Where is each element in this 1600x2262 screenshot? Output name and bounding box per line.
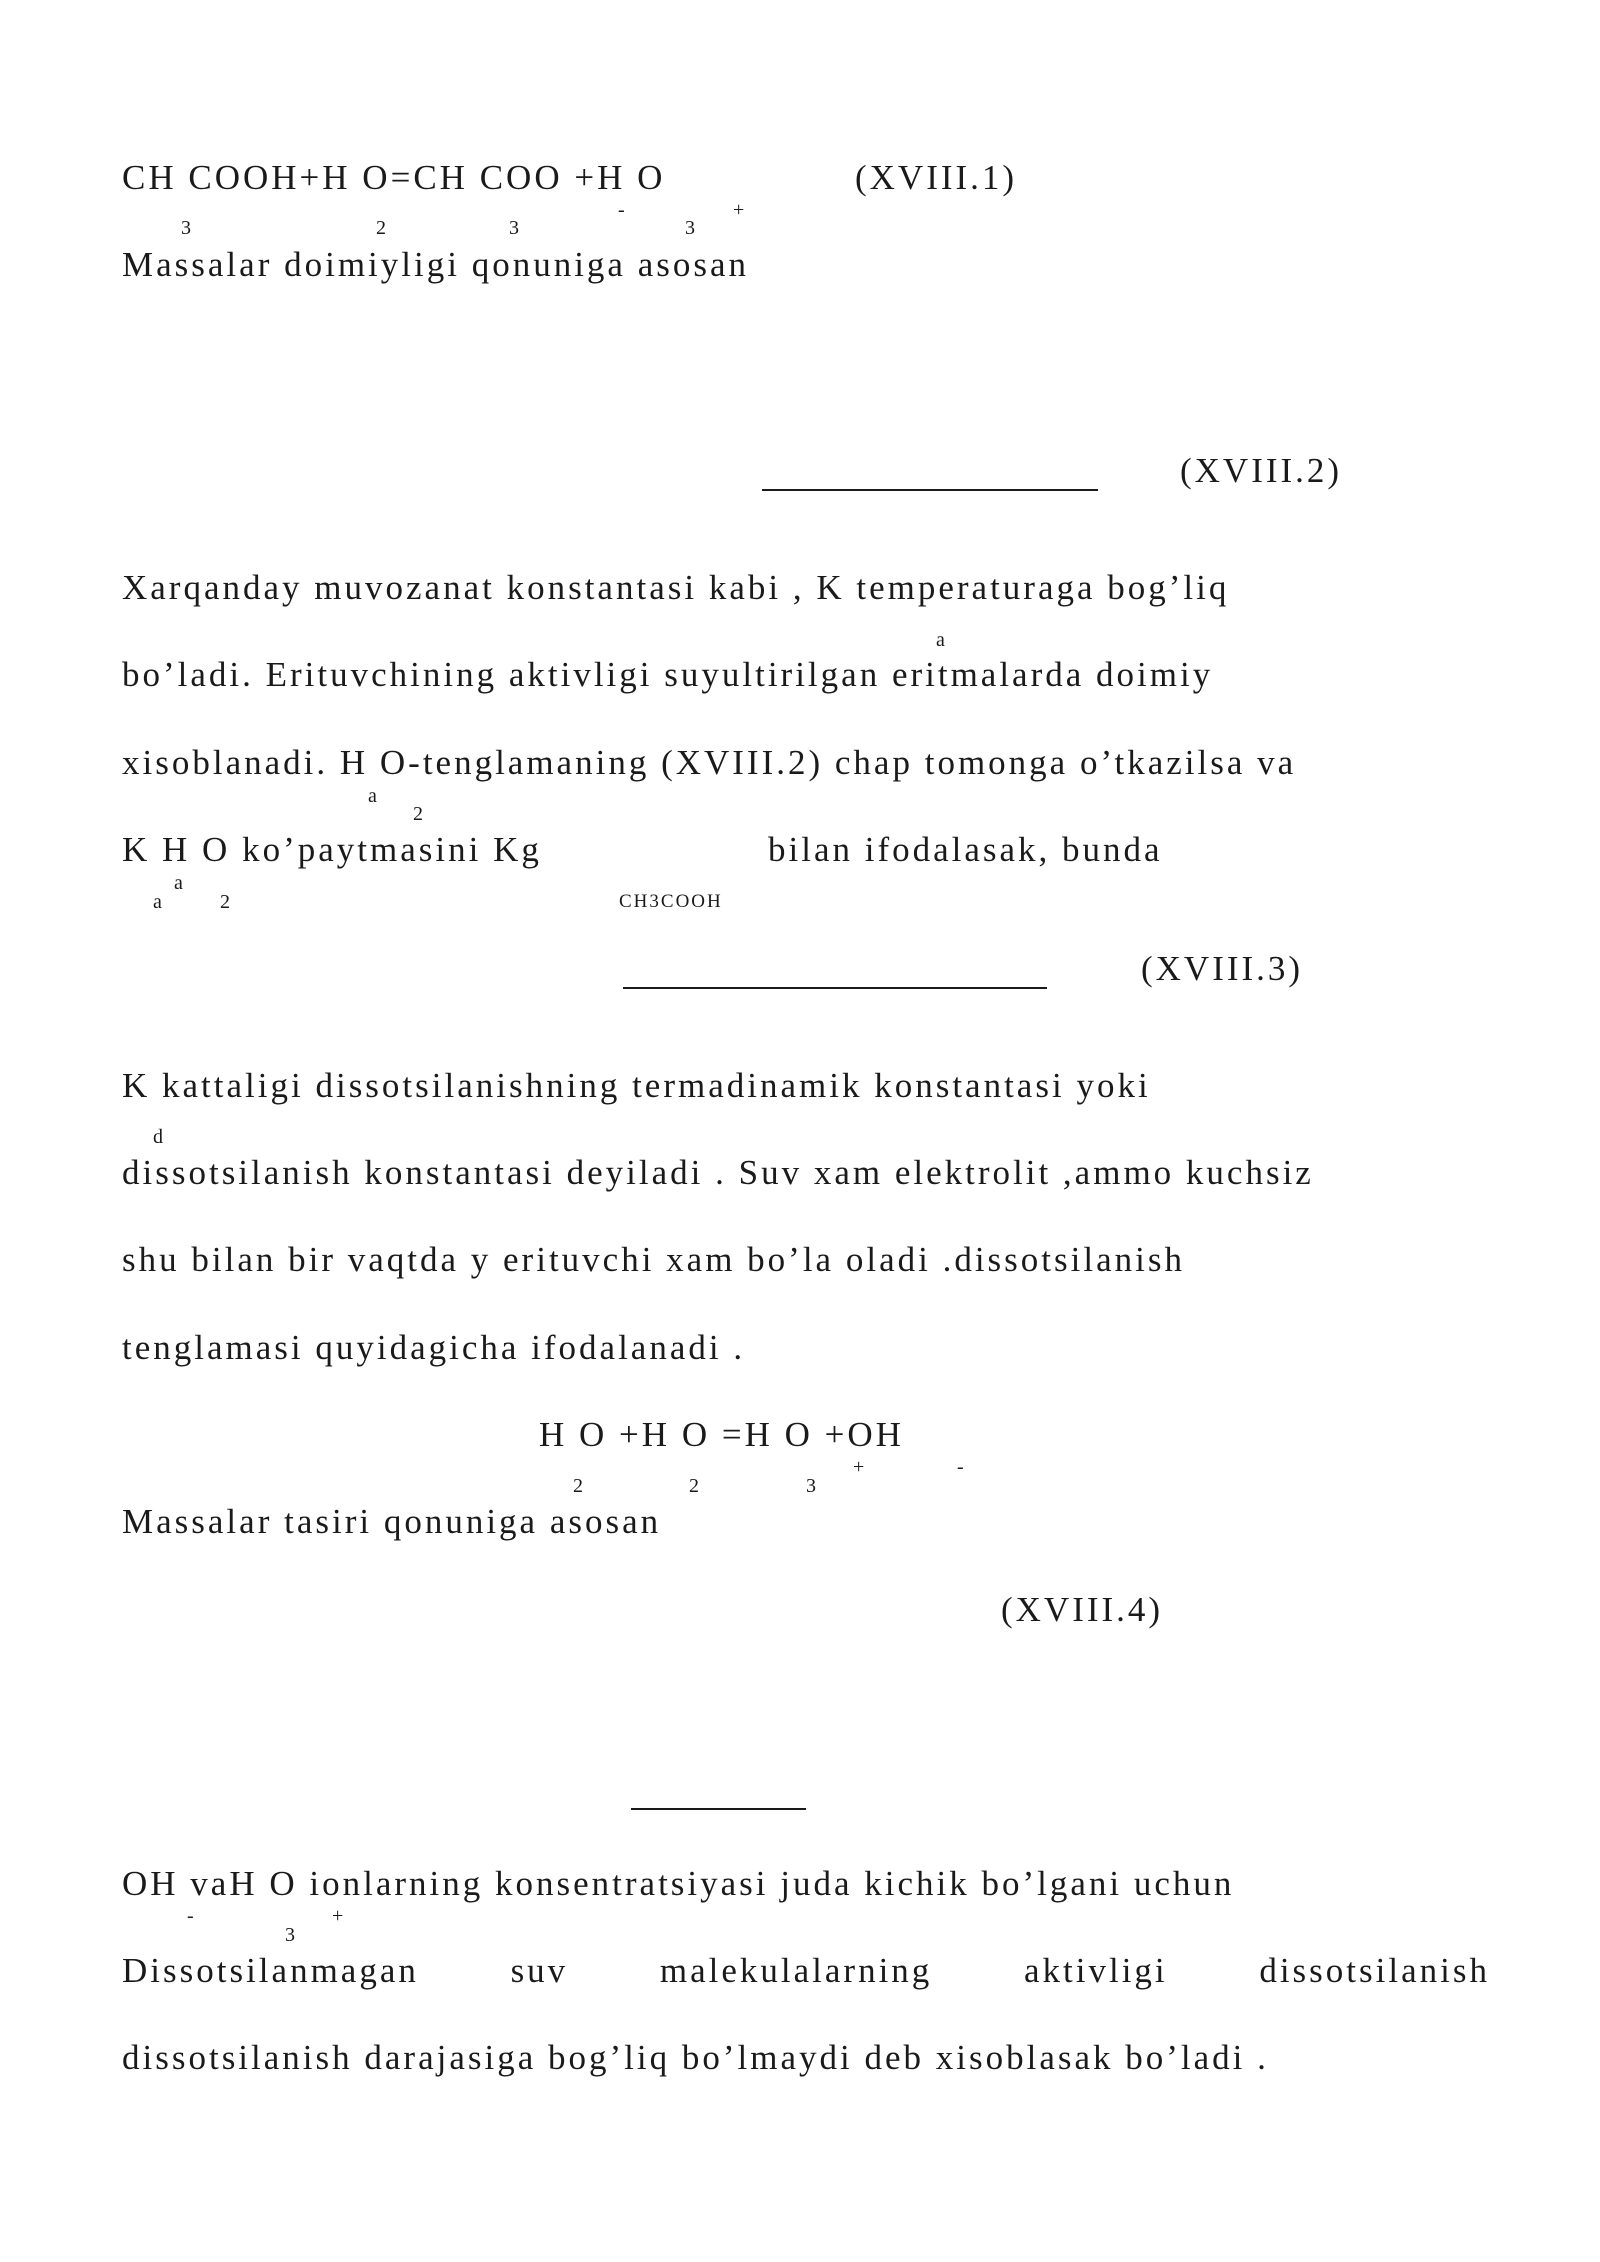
subscript: a [368,785,377,807]
equation-acetic-acid: CH COOH+H O=CH COO +H O [122,158,666,197]
equation-number: (XVIII.3) [1141,949,1304,988]
subscript: 2 [220,891,230,913]
superscript: - [618,199,625,221]
fraction-bar [631,1808,806,1810]
text-line: Massalar doimiyligi qonuniga asosan [122,245,750,284]
equation-number: (XVIII.1) [855,158,1018,197]
superscript: - [957,1456,964,1478]
text-line: OH vaH O ionlarning konsentratsiyasi juda kichik bo’lgani uchun [122,1864,1235,1903]
subscript: - [187,1905,194,1927]
subscript: 2 [376,217,386,239]
superscript: + [733,199,745,221]
fraction-bar [623,987,1047,989]
word: malekulalarning [659,1951,933,1990]
subscript: 3 [181,217,191,239]
text-line: bo’ladi. Erituvchining aktivligi suyultirilgan eritmalarda doimiy [122,655,1214,694]
subscript: 2 [689,1475,699,1497]
text-line: dissotsilanish konstantasi deyiladi . Suv xam elektrolit ,ammo kuchsiz [122,1153,1314,1192]
text-line: shu bilan bir vaqtda y erituvchi xam bo’la oladi .dissotsilanish [122,1240,1185,1279]
text-line: dissotsilanish darajasiga bog’liq bo’lmaydi deb xisoblasak bo’ladi . [122,2038,1269,2077]
subscript: d [153,1126,163,1148]
text-line: tenglamasi quyidagicha ifodalanadi . [122,1328,746,1367]
word: dissotsilanish [1259,1951,1490,1990]
superscript: a [174,872,183,894]
fraction-bar [762,489,1098,491]
text-line: K H O ko’paytmasini Kg [122,830,542,869]
subscript: 3 [685,217,695,239]
subscript: 3 [285,1924,295,1946]
word: suv [510,1951,569,1990]
superscript: + [332,1905,344,1927]
justified-text-line [122,1953,1490,1988]
word: aktivligi [1023,1951,1168,1990]
subscript: CH3COOH [619,891,723,912]
superscript: + [853,1456,865,1478]
subscript: 2 [573,1475,583,1497]
text-line: K kattaligi dissotsilanishning termadinamik konstantasi yoki [122,1066,1151,1105]
subscript: 3 [509,217,519,239]
subscript: a [936,629,945,651]
subscript: 2 [413,803,423,825]
subscript: 3 [806,1475,816,1497]
text-line: xisoblanadi. H O-tenglamaning (XVIII.2) chap tomonga o’tkazilsa va [122,743,1297,782]
equation-number: (XVIII.2) [1180,451,1343,490]
equation-water: H O +H O =H O +OH [539,1415,904,1454]
text-line: bilan ifodalasak, bunda [768,830,1163,869]
text-line: Massalar tasiri qonuniga asosan [122,1502,662,1541]
subscript: a [153,891,162,913]
text-line: Xarqanday muvozanat konstantasi kabi , K temperaturaga bog’liq [122,568,1230,607]
word: Dissotsilanmagan [122,1951,419,1990]
equation-number: (XVIII.4) [1001,1590,1164,1629]
